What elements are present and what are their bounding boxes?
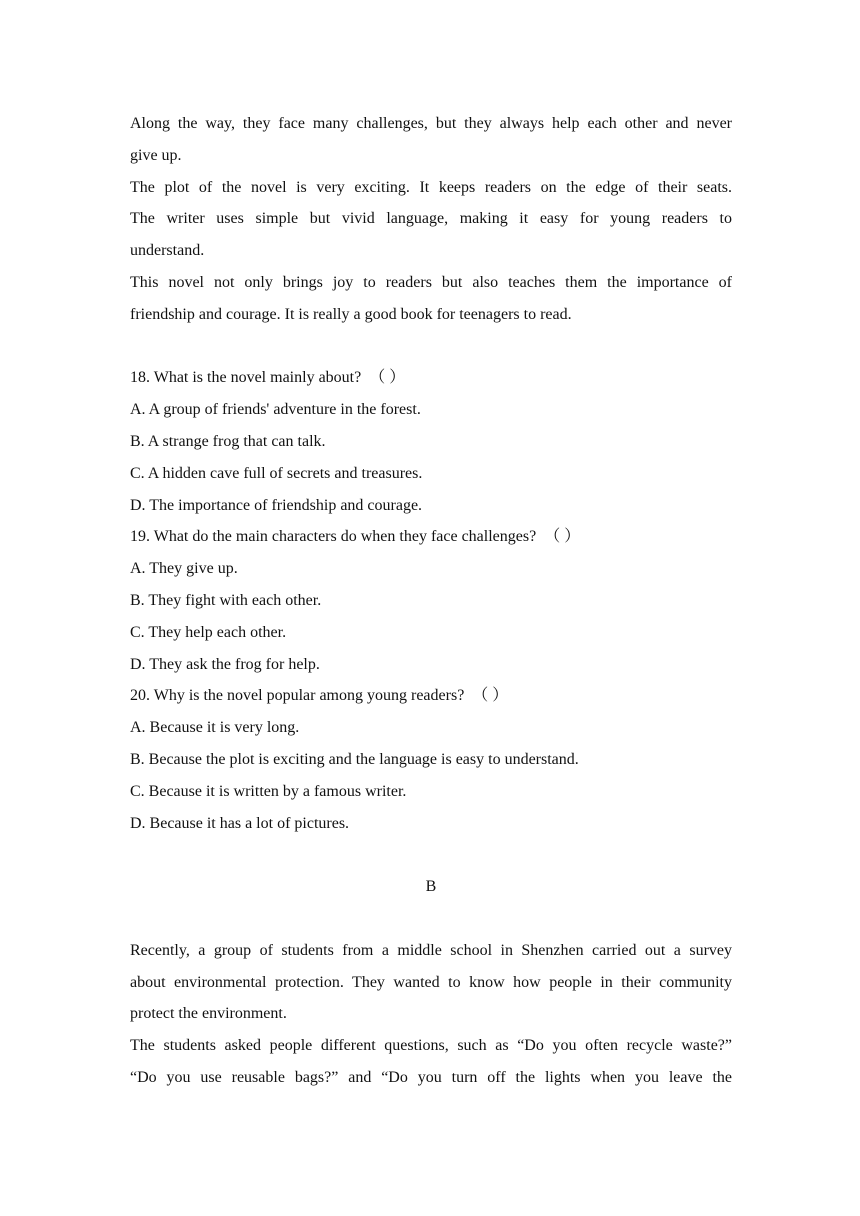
paragraph-line: give up. bbox=[130, 146, 182, 164]
option-c: C. A hidden cave full of secrets and treasures. bbox=[130, 464, 423, 482]
question-text: 20. Why is the novel popular among young readers? bbox=[130, 687, 465, 705]
option-b: B. A strange frog that can talk. bbox=[130, 432, 326, 450]
answer-blank: （ ） bbox=[544, 528, 581, 546]
option-d: D. Because it has a lot of pictures. bbox=[130, 814, 350, 832]
question-stem bbox=[130, 362, 732, 394]
spacer bbox=[130, 903, 732, 935]
passage-a bbox=[130, 108, 732, 331]
document-page bbox=[130, 108, 732, 1094]
option-d: D. They ask the frog for help. bbox=[130, 655, 320, 673]
spacer bbox=[130, 839, 732, 871]
paragraph-line: about environmental protection. They wanted to know how people in their community bbox=[130, 973, 732, 991]
passage-b bbox=[130, 935, 732, 1094]
question-20 bbox=[130, 680, 732, 839]
spacer bbox=[130, 331, 732, 363]
paragraph-line: “Do you use reusable bags?” and “Do you turn off the lights when you leave the bbox=[130, 1068, 732, 1086]
option-a: A. They give up. bbox=[130, 560, 238, 578]
option-c: C. They help each other. bbox=[130, 623, 287, 641]
question-text: 18. What is the novel mainly about? bbox=[130, 369, 362, 387]
answer-blank: （ ） bbox=[472, 687, 509, 705]
option-a: A. Because it is very long. bbox=[130, 719, 300, 737]
section-heading: B bbox=[425, 878, 437, 896]
question-stem bbox=[130, 521, 732, 553]
paragraph-line: friendship and courage. It is really a good book for teenagers to read. bbox=[130, 305, 572, 323]
paragraph-line: The writer uses simple but vivid language, making it easy for young readers to bbox=[130, 210, 732, 228]
paragraph-line: Along the way, they face many challenges, but they always help each other and never bbox=[130, 115, 732, 132]
question-text: 19. What do the main characters do when they face challenges? bbox=[130, 528, 537, 546]
answer-blank: （ ） bbox=[369, 369, 406, 387]
question-18 bbox=[130, 362, 732, 521]
question-stem bbox=[130, 680, 732, 712]
paragraph-line: This novel not only brings joy to readers but also teaches them the importance of bbox=[130, 273, 732, 291]
option-d: D. The importance of friendship and courage. bbox=[130, 496, 423, 514]
paragraph-line: The students asked people different questions, such as “Do you often recycle waste?” bbox=[130, 1037, 732, 1055]
paragraph-line: understand. bbox=[130, 242, 205, 260]
question-list bbox=[130, 362, 732, 839]
paragraph-line: Recently, a group of students from a middle school in Shenzhen carried out a survey bbox=[130, 941, 732, 959]
option-a: A. A group of friends' adventure in the forest. bbox=[130, 401, 421, 419]
option-b: B. Because the plot is exciting and the language is easy to understand. bbox=[130, 750, 579, 768]
paragraph-line: The plot of the novel is very exciting. It keeps readers on the edge of their seats. bbox=[130, 178, 732, 196]
question-19 bbox=[130, 521, 732, 680]
option-b: B. They fight with each other. bbox=[130, 591, 322, 609]
paragraph-line: protect the environment. bbox=[130, 1005, 287, 1023]
option-c: C. Because it is written by a famous writer. bbox=[130, 782, 407, 800]
